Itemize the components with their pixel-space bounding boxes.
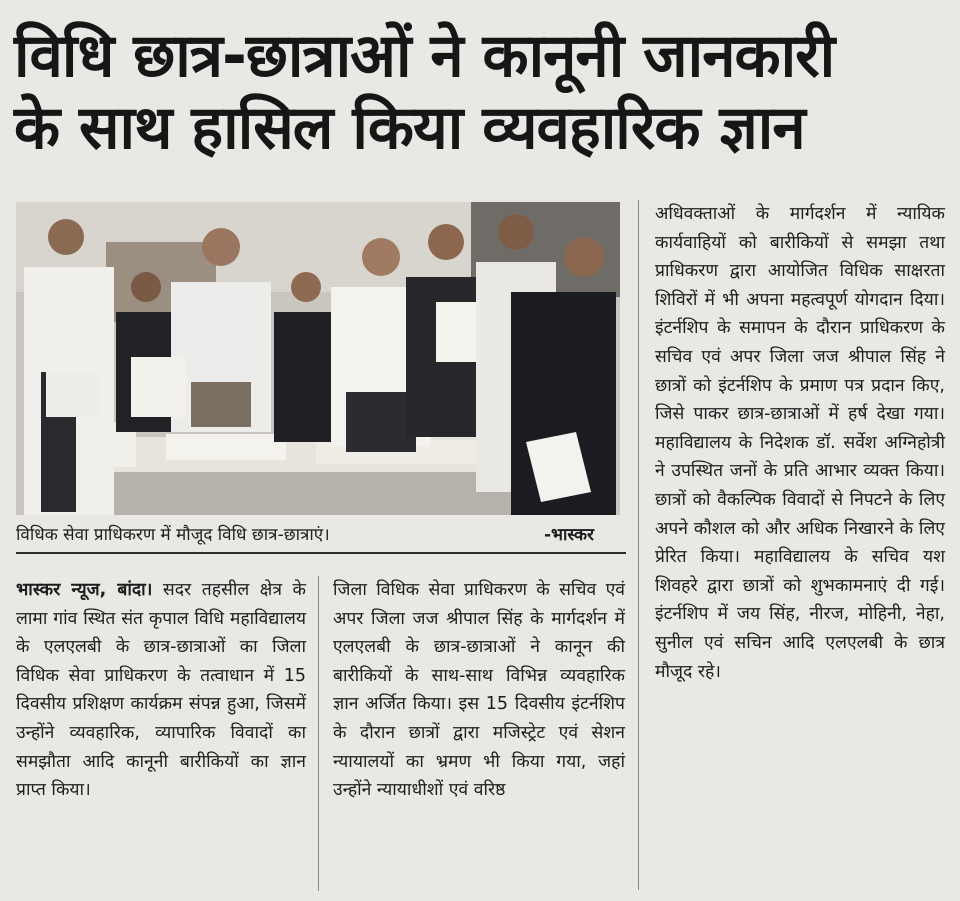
headline-line-1: विधि छात्र-छात्राओं ने कानूनी जानकारी [14, 21, 835, 91]
column-divider-right [638, 200, 639, 890]
caption-divider [16, 552, 626, 554]
article-text-right: अधिवक्ताओं के मार्गदर्शन में न्यायिक कार्यवाहियों को बारीकियों से समझा तथा प्राधिकरण द्वारा आयोजित विधिक साक्षरता शिविरों में भी अपना महत्वपूर्ण योगदान दिया। इंटर्नशिप के समापन के दौरान प्राधिकरण के सचिव एवं अपर जिला जज श्रीपाल सिंह ने छात्रों को इंटर्नशिप के प्रमाण पत्र प्रदान किए, जिसे पाकर छात्र-छात्राओं में हर्ष देखा गया। महाविद्यालय के निदेशक डॉ. सर्वेश अग्निहोत्री ने उपस्थित जनों के प्रति आभार व्यक्त किया। छात्रों को वैकल्पिक विवादों से निपटने के लिए अपने कौशल को और अधिक निखारने के लिए प्रेरित किया। महाविद्यालय के सचिव यश शिवहरे द्वारा छात्रों को शुभकामनाएं दी गई। इंटर्नशिप में जय सिंह, नीरज, मोहिनी, नेहा, सुनील एवं सचिन आदि एलएलबी के छात्र मौजूद रहे। [655, 204, 945, 682]
headline [14, 20, 944, 164]
photo-credit: -भास्कर [543, 525, 594, 545]
news-photo [16, 202, 620, 515]
photo-caption [16, 520, 620, 550]
article-dateline: भास्कर न्यूज, बांदा। [16, 580, 153, 600]
group-photo-image [16, 202, 620, 515]
column-divider-left [318, 576, 319, 891]
article-text-middle: जिला विधिक सेवा प्राधिकरण के सचिव एवं अपर जिला जज श्रीपाल सिंह के मार्गदर्शन में एलएलबी के छात्र-छात्राओं ने कानून की बारीकियों के साथ-साथ विभिन्न व्यवहारिक ज्ञान अर्जित किया। इस 15 दिवसीय इंटर्नशिप के दौरान छात्रों द्वारा मजिस्ट्रेट एवं सेशन न्यायालयों का भ्रमण भी किया गया, जहां उन्होंने न्यायाधीशों एवं वरिष्ठ [333, 580, 625, 801]
headline-line-2: के साथ हासिल किया व्यवहारिक ज्ञान [14, 93, 805, 163]
article-column-right [655, 200, 945, 686]
article-paragraph-left [16, 576, 306, 805]
article-column-middle [333, 576, 625, 805]
photo-caption-text: विधिक सेवा प्राधिकरण में मौजूद विधि छात्र-छात्राएं। [16, 525, 330, 545]
article-text-left: सदर तहसील क्षेत्र के लामा गांव स्थित संत कृपाल विधि महाविद्यालय के एलएलबी के छात्र-छात्राओं का जिला विधिक सेवा प्राधिकरण के तत्वाधान में 15 दिवसीय प्रशिक्षण कार्यक्रम संपन्न हुआ, जिसमें उन्होंने व्यवहारिक, व्यापारिक विवादों का समझौता आदि कानूनी बारीकियों का ज्ञान प्राप्त किया। [16, 580, 306, 801]
article-column-left [16, 576, 306, 805]
